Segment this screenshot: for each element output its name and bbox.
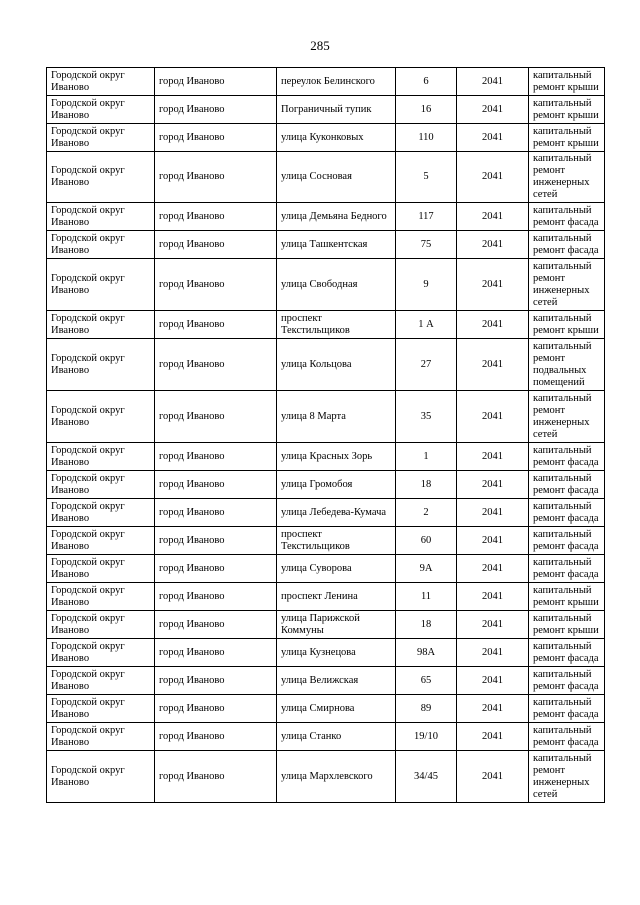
- district-cell: Городской округ Иваново: [47, 68, 155, 96]
- table-row: [47, 667, 605, 695]
- city-cell: город Иваново: [155, 443, 277, 471]
- city-cell: город Иваново: [155, 639, 277, 667]
- street-cell: улица Суворова: [277, 555, 396, 583]
- street-cell: улица 8 Марта: [277, 391, 396, 443]
- year-cell: 2041: [457, 667, 529, 695]
- district-cell: Городской округ Иваново: [47, 231, 155, 259]
- year-cell: 2041: [457, 639, 529, 667]
- table-row: [47, 695, 605, 723]
- district-cell: Городской округ Иваново: [47, 611, 155, 639]
- district-cell: Городской округ Иваново: [47, 555, 155, 583]
- house-number-cell: 117: [396, 203, 457, 231]
- work-type-cell: капитальный ремонт крыши: [529, 311, 605, 339]
- district-cell: Городской округ Иваново: [47, 667, 155, 695]
- district-cell: Городской округ Иваново: [47, 152, 155, 203]
- city-cell: город Иваново: [155, 96, 277, 124]
- table-row: [47, 96, 605, 124]
- table-row: [47, 443, 605, 471]
- street-cell: улица Громобоя: [277, 471, 396, 499]
- house-number-cell: 18: [396, 471, 457, 499]
- house-number-cell: 34/45: [396, 751, 457, 803]
- district-cell: Городской округ Иваново: [47, 339, 155, 391]
- table-row: [47, 583, 605, 611]
- work-type-cell: капитальный ремонт фасада: [529, 203, 605, 231]
- year-cell: 2041: [457, 152, 529, 203]
- city-cell: город Иваново: [155, 311, 277, 339]
- table-row: [47, 311, 605, 339]
- district-cell: Городской округ Иваново: [47, 471, 155, 499]
- table-row: [47, 555, 605, 583]
- table-row: [47, 68, 605, 96]
- work-type-cell: капитальный ремонт инженерных сетей: [529, 391, 605, 443]
- table-row: [47, 391, 605, 443]
- work-type-cell: капитальный ремонт инженерных сетей: [529, 152, 605, 203]
- work-type-cell: капитальный ремонт фасада: [529, 443, 605, 471]
- street-cell: улица Ташкентская: [277, 231, 396, 259]
- house-number-cell: 2: [396, 499, 457, 527]
- house-number-cell: 5: [396, 152, 457, 203]
- street-cell: переулок Белинского: [277, 68, 396, 96]
- street-cell: улица Кольцова: [277, 339, 396, 391]
- year-cell: 2041: [457, 68, 529, 96]
- district-cell: Городской округ Иваново: [47, 723, 155, 751]
- street-cell: улица Демьяна Бедного: [277, 203, 396, 231]
- year-cell: 2041: [457, 751, 529, 803]
- city-cell: город Иваново: [155, 203, 277, 231]
- street-cell: улица Велижская: [277, 667, 396, 695]
- table-row: [47, 471, 605, 499]
- house-number-cell: 11: [396, 583, 457, 611]
- table-row: [47, 527, 605, 555]
- repair-schedule-table: [46, 67, 605, 803]
- street-cell: Пограничный тупик: [277, 96, 396, 124]
- work-type-cell: капитальный ремонт фасада: [529, 527, 605, 555]
- city-cell: город Иваново: [155, 723, 277, 751]
- district-cell: Городской округ Иваново: [47, 583, 155, 611]
- city-cell: город Иваново: [155, 751, 277, 803]
- street-cell: улица Свободная: [277, 259, 396, 311]
- street-cell: улица Кузнецова: [277, 639, 396, 667]
- page-number: 285: [310, 38, 330, 53]
- district-cell: Городской округ Иваново: [47, 695, 155, 723]
- work-type-cell: капитальный ремонт фасада: [529, 639, 605, 667]
- district-cell: Городской округ Иваново: [47, 639, 155, 667]
- district-cell: Городской округ Иваново: [47, 259, 155, 311]
- city-cell: город Иваново: [155, 471, 277, 499]
- work-type-cell: капитальный ремонт крыши: [529, 611, 605, 639]
- street-cell: проспект Ленина: [277, 583, 396, 611]
- city-cell: город Иваново: [155, 259, 277, 311]
- work-type-cell: капитальный ремонт фасада: [529, 231, 605, 259]
- house-number-cell: 27: [396, 339, 457, 391]
- work-type-cell: капитальный ремонт фасада: [529, 667, 605, 695]
- year-cell: 2041: [457, 231, 529, 259]
- street-cell: улица Мархлевского: [277, 751, 396, 803]
- work-type-cell: капитальный ремонт крыши: [529, 124, 605, 152]
- house-number-cell: 19/10: [396, 723, 457, 751]
- district-cell: Городской округ Иваново: [47, 311, 155, 339]
- table-row: [47, 339, 605, 391]
- year-cell: 2041: [457, 203, 529, 231]
- street-cell: улица Сосновая: [277, 152, 396, 203]
- year-cell: 2041: [457, 391, 529, 443]
- district-cell: Городской округ Иваново: [47, 124, 155, 152]
- table-row: [47, 499, 605, 527]
- city-cell: город Иваново: [155, 124, 277, 152]
- city-cell: город Иваново: [155, 583, 277, 611]
- work-type-cell: капитальный ремонт крыши: [529, 583, 605, 611]
- work-type-cell: капитальный ремонт фасада: [529, 695, 605, 723]
- table-row: [47, 639, 605, 667]
- city-cell: город Иваново: [155, 68, 277, 96]
- house-number-cell: 110: [396, 124, 457, 152]
- year-cell: 2041: [457, 695, 529, 723]
- house-number-cell: 6: [396, 68, 457, 96]
- city-cell: город Иваново: [155, 339, 277, 391]
- city-cell: город Иваново: [155, 499, 277, 527]
- work-type-cell: капитальный ремонт инженерных сетей: [529, 751, 605, 803]
- table-row: [47, 203, 605, 231]
- work-type-cell: капитальный ремонт фасада: [529, 471, 605, 499]
- table-row: [47, 231, 605, 259]
- house-number-cell: 18: [396, 611, 457, 639]
- house-number-cell: 65: [396, 667, 457, 695]
- table-row: [47, 751, 605, 803]
- street-cell: улица Лебедева-Кумача: [277, 499, 396, 527]
- district-cell: Городской округ Иваново: [47, 203, 155, 231]
- house-number-cell: 9: [396, 259, 457, 311]
- city-cell: город Иваново: [155, 527, 277, 555]
- house-number-cell: 75: [396, 231, 457, 259]
- city-cell: город Иваново: [155, 152, 277, 203]
- city-cell: город Иваново: [155, 611, 277, 639]
- district-cell: Городской округ Иваново: [47, 499, 155, 527]
- work-type-cell: капитальный ремонт крыши: [529, 68, 605, 96]
- work-type-cell: капитальный ремонт крыши: [529, 96, 605, 124]
- year-cell: 2041: [457, 443, 529, 471]
- district-cell: Городской округ Иваново: [47, 443, 155, 471]
- street-cell: улица Куконковых: [277, 124, 396, 152]
- city-cell: город Иваново: [155, 695, 277, 723]
- district-cell: Городской округ Иваново: [47, 96, 155, 124]
- house-number-cell: 60: [396, 527, 457, 555]
- district-cell: Городской округ Иваново: [47, 751, 155, 803]
- year-cell: 2041: [457, 555, 529, 583]
- year-cell: 2041: [457, 96, 529, 124]
- house-number-cell: 1 А: [396, 311, 457, 339]
- house-number-cell: 1: [396, 443, 457, 471]
- year-cell: 2041: [457, 259, 529, 311]
- year-cell: 2041: [457, 311, 529, 339]
- year-cell: 2041: [457, 527, 529, 555]
- work-type-cell: капитальный ремонт фасада: [529, 723, 605, 751]
- city-cell: город Иваново: [155, 391, 277, 443]
- street-cell: улица Смирнова: [277, 695, 396, 723]
- year-cell: 2041: [457, 339, 529, 391]
- table-row: [47, 259, 605, 311]
- house-number-cell: 35: [396, 391, 457, 443]
- street-cell: проспект Текстильщиков: [277, 527, 396, 555]
- district-cell: Городской округ Иваново: [47, 527, 155, 555]
- city-cell: город Иваново: [155, 231, 277, 259]
- year-cell: 2041: [457, 583, 529, 611]
- city-cell: город Иваново: [155, 667, 277, 695]
- year-cell: 2041: [457, 611, 529, 639]
- table-body: [47, 68, 605, 803]
- street-cell: улица Парижской Коммуны: [277, 611, 396, 639]
- work-type-cell: капитальный ремонт подвальных помещений: [529, 339, 605, 391]
- year-cell: 2041: [457, 499, 529, 527]
- house-number-cell: 9А: [396, 555, 457, 583]
- street-cell: улица Красных Зорь: [277, 443, 396, 471]
- city-cell: город Иваново: [155, 555, 277, 583]
- house-number-cell: 89: [396, 695, 457, 723]
- year-cell: 2041: [457, 124, 529, 152]
- table-row: [47, 611, 605, 639]
- year-cell: 2041: [457, 471, 529, 499]
- table-row: [47, 152, 605, 203]
- street-cell: улица Станко: [277, 723, 396, 751]
- table-row: [47, 124, 605, 152]
- house-number-cell: 16: [396, 96, 457, 124]
- house-number-cell: 98А: [396, 639, 457, 667]
- table-row: [47, 723, 605, 751]
- work-type-cell: капитальный ремонт инженерных сетей: [529, 259, 605, 311]
- street-cell: проспект Текстильщиков: [277, 311, 396, 339]
- work-type-cell: капитальный ремонт фасада: [529, 499, 605, 527]
- year-cell: 2041: [457, 723, 529, 751]
- district-cell: Городской округ Иваново: [47, 391, 155, 443]
- work-type-cell: капитальный ремонт фасада: [529, 555, 605, 583]
